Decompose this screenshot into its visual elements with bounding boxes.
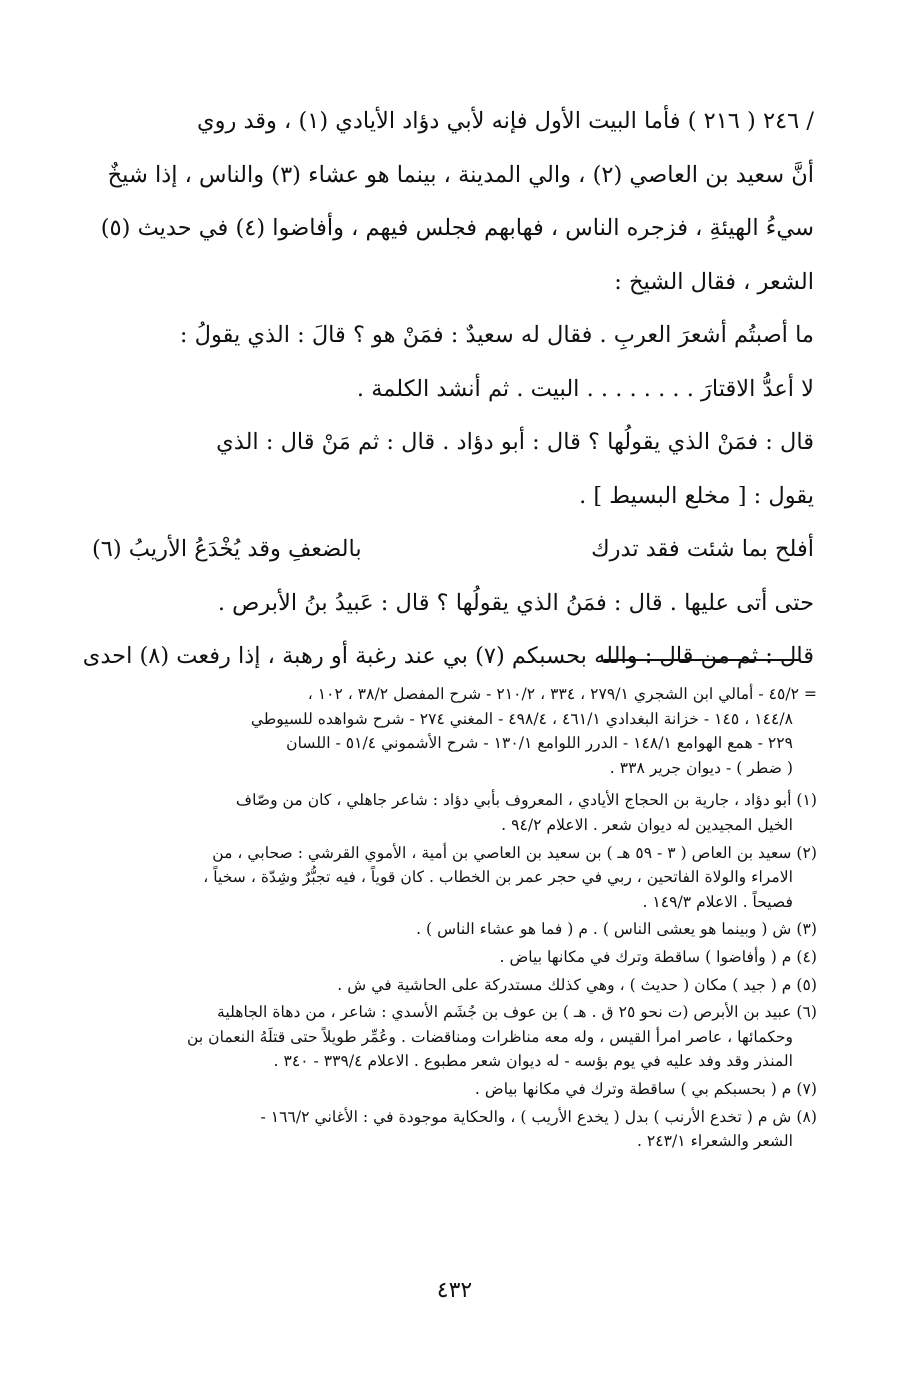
footnote-5 — [100, 973, 817, 998]
footnote-line: = ٤٥/٢ - أمالي ابن الشجري ٢٧٩/١ ، ٣٣٤ ، ٢١٠/٢ - شرح المفصل ٣٨/٢ ، ١٠٢ ، — [307, 685, 817, 703]
footnote-line: (١) أبو دؤاد ، جارية بن الحجاج الأيادي ، المعروف بأبي دؤاد : شاعر جاهلي ، كان من وصّاف — [235, 791, 817, 810]
footnote-line: (٨) ش م ( تخدع الأرنب ) بدل ( يخدع الأريب ) ، والحكاية موجودة في : الأغاني ١٦٦/٢ - — [260, 1107, 817, 1126]
footnote-line: الشعر والشعراء ٢٤٣/١ . — [636, 1132, 793, 1151]
poem-verse — [92, 523, 814, 577]
footnote-6 — [100, 1000, 817, 1074]
footnote-line: (٢) سعيد بن العاص ( ٣ - ٥٩ هـ ) بن سعيد بن العاصي بن أمية ، الأموي القرشي : صحابي ، من — [212, 843, 817, 862]
footnote-line: وحكمائها ، عاصر امرأ القيس ، وله معه مناظرات ومناقضات . وعُمِّر طويلاً حتى قتلَهُ النعمان بن — [186, 1027, 793, 1046]
text-line: ما أصبتُم أشعرَ العربِ . فقال له سعيدٌ : فمَنْ هو ؟ قالَ : الذي يقولُ : — [179, 322, 814, 348]
footnote-line: المنذر وقد وفد عليه في يوم بؤسه - له ديوان شعر مطبوع . الاعلام ٣٣٩/٤ - ٣٤٠ . — [273, 1052, 793, 1071]
text-line: لا أعدُّ الاقتارَ . . . . . . . . البيت . ثم أنشد الكلمة . — [356, 375, 814, 402]
footnote-line: (٥) م ( جيد ) مكان ( حديث ) ، وهي كذلك مستدركة على الحاشية في ش . — [337, 975, 817, 994]
footnote-line: (٧) م ( بحسبكم بي ) ساقطة وترك في مكانها بياض . — [474, 1079, 817, 1098]
footnote-line: الامراء والولاة الفاتحين ، ربي في حجر عمر بن الخطاب . كان قوياً ، فيه تجبُّرٌ وشِدّة ، سخياً ، — [203, 868, 793, 887]
verse-second-hemistich: بالضعفِ وقد يُخْدَعُ الأريبُ (٦) — [92, 536, 362, 562]
footnote-2 — [100, 841, 817, 915]
footnote-line: ١٤٤/٨ ، ١٤٥ - خزانة البغدادي ٤٦١/١ ، ٤٩٨/٤ - المغني ٢٧٤ - شرح شواهده للسيوطي — [250, 709, 793, 728]
verse-first-hemistich: أفلح بما شئت فقد تدرك — [591, 536, 814, 562]
footnote-continued — [100, 682, 817, 780]
text-line: يقول : [ مخلع البسيط ] . — [579, 482, 814, 509]
footnote-separator — [604, 659, 801, 661]
text-line: / ٢٤٦ ( ٢١٦ ) فأما البيت الأول فإنه لأبي دؤاد الأيادي (١) ، وقد روي — [196, 108, 814, 134]
footnote-line: الخيل المجيدين له ديوان شعر . الاعلام ٩٤/٢ . — [501, 815, 793, 834]
footnote-1 — [100, 788, 817, 837]
footnote-4 — [100, 945, 817, 970]
page-number: ٤٣٢ — [436, 1278, 473, 1303]
footnote-7 — [100, 1077, 817, 1102]
footnote-line: فصيحاً . الاعلام ١٤٩/٣ . — [642, 892, 793, 911]
main-text — [82, 95, 814, 684]
text-line: الشعر ، فقال الشيخ : — [614, 268, 814, 295]
footnote-3 — [100, 917, 817, 942]
footnote-line: (٣) ش ( وبينما هو يعشى الناس ) . م ( فما هو عشاء الناس ) . — [416, 920, 817, 939]
text-line: أنَّ سعيد بن العاصي (٢) ، والي المدينة ، بينما هو عشاء (٣) والناس ، إذا شيخٌ — [107, 161, 814, 188]
text-line: قال : فمَنْ الذي يقولُها ؟ قال : أبو دؤاد . قال : ثم مَنْ قال : الذي — [216, 429, 814, 455]
text-line: سيءُ الهيئةِ ، فزجره الناس ، فهابهم فجلس فيهم ، وأفاضوا (٤) في حديث (٥) — [100, 215, 814, 241]
footnote-line: ٢٢٩ - همع الهوامع ١٤٨/١ - الدرر اللوامع ١٣٠/١ - شرح الأشموني ٥١/٤ - اللسان — [286, 734, 793, 753]
text-line: حتى أتى عليها . قال : فمَنُ الذي يقولُها ؟ قال : عَبيدُ بنُ الأبرص . — [217, 589, 814, 616]
footnote-line: ( ضطر ) - ديوان جرير ٣٣٨ . — [609, 758, 793, 777]
footnote-8 — [100, 1105, 817, 1154]
footnote-line: (٦) عبيد بن الأبرص (ت نحو ٢٥ ق . هـ ) بن عوف بن جُشَم الأسدي : شاعر ، من دهاة الجاهلية — [217, 1003, 817, 1022]
footnote-line: (٤) م ( وأفاضوا ) ساقطة وترك في مكانها بياض . — [499, 947, 817, 966]
text-line: قال : ثم من قال : والله بحسبكم (٧) بي عند رغبة أو رهبة ، إذا رفعت (٨) احدى — [82, 643, 814, 669]
footnotes — [100, 682, 817, 1154]
